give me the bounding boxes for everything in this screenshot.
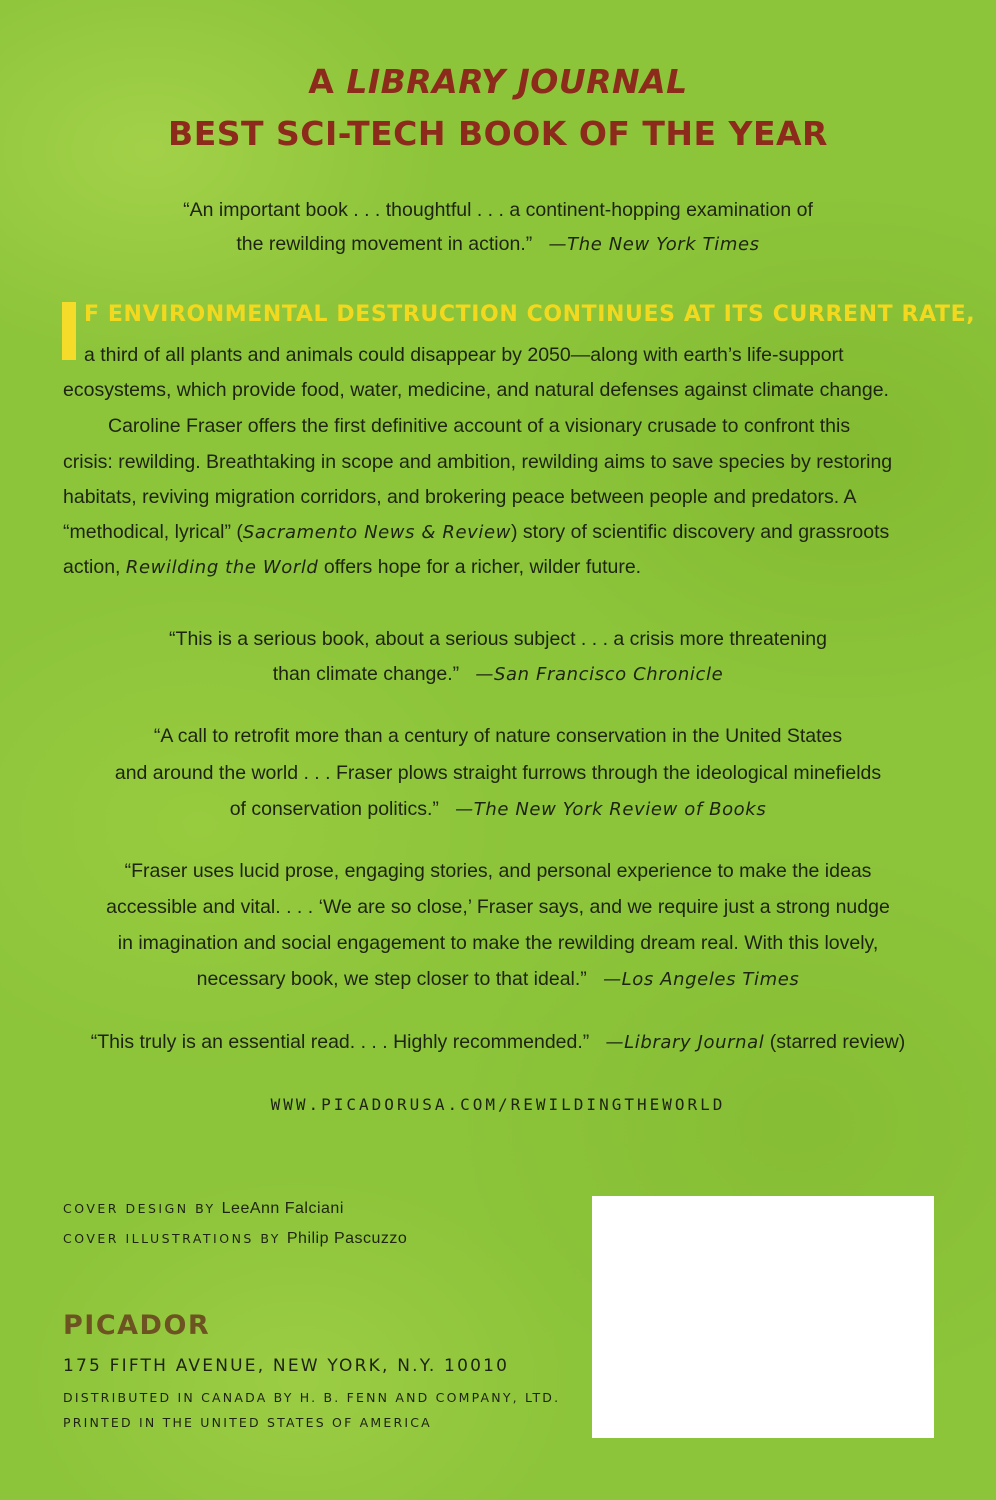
quote-nyrb-line-1: “A call to retrofit more than a century of nature conservation in the United States: [153, 725, 843, 747]
quote-lat-line-3: in imagination and social engagement to make the rewilding dream real. With this lovely,: [117, 932, 879, 954]
quote-nyrb-line-2: and around the world . . . Fraser plows straight furrows through the ideological minefields: [114, 762, 882, 784]
quote-lat-line-2: accessible and vital. . . . ‘We are so close,’ Fraser says, and we require just a strong nudge: [106, 896, 890, 918]
award-prefix: A: [308, 62, 347, 101]
quote-lj-suffix: (starred review): [764, 1031, 906, 1053]
description-p2-line-4-b: ) story of scientific discovery and grassroots: [511, 521, 890, 543]
quote-nyt-text: the rewilding movement in action.”: [236, 233, 533, 255]
publisher-address: 175 FIFTH AVENUE, NEW YORK, N.Y. 10010: [63, 1356, 510, 1376]
description-sacramento-title: Sacramento News & Review: [242, 522, 512, 543]
quote-nyt-line-1: “An important book . . . thoughtful . . . a continent-hopping examination of: [183, 199, 813, 221]
quote-sfc-line-1: “This is a serious book, about a serious subject . . . a crisis more threatening: [169, 628, 827, 650]
award-line-1: [0, 62, 996, 102]
cover-illustrations-name: Philip Pascuzzo: [286, 1230, 408, 1247]
description-p1-line-1: a third of all plants and animals could disappear by 2050—along with earth’s life-support: [84, 344, 844, 366]
quote-sfc-text: than climate change.”: [272, 663, 460, 685]
quote-lat-source: —Los Angeles Times: [603, 969, 800, 990]
publisher-name: PICADOR: [63, 1310, 211, 1341]
description-p2-line-5-b: offers hope for a richer, wilder future.: [318, 556, 642, 578]
quote-sfc-line-2: [0, 657, 996, 692]
description-p1-line-2: ecosystems, which provide food, water, medicine, and natural defenses against climate change.: [63, 379, 889, 401]
award-line-2: BEST SCI-TECH BOOK OF THE YEAR: [168, 114, 828, 153]
quote-sfc-source: —San Francisco Chronicle: [475, 664, 724, 685]
quote-nyrb-text: of conservation politics.”: [229, 798, 439, 820]
barcode-area: [592, 1196, 934, 1438]
quote-nyt-source: —The New York Times: [548, 234, 760, 255]
description-lead-line: [84, 302, 975, 327]
quote-lj-source: —Library Journal: [605, 1032, 765, 1053]
quote-lj-text: “This truly is an essential read. . . . Highly recommended.”: [90, 1031, 590, 1053]
description-p2-line-1: Caroline Fraser offers the first definitive account of a visionary crusade to confront this: [108, 415, 851, 437]
cover-illustrations-credit: [63, 1230, 407, 1248]
quote-lat-line-4: [0, 962, 996, 997]
cover-design-label: COVER DESIGN BY: [63, 1201, 216, 1216]
description-p2-line-3: habitats, reviving migration corridors, and brokering peace between people and predators. A: [63, 486, 857, 508]
description-p2-line-4: [63, 515, 889, 550]
quote-nyrb-line-3: [0, 792, 996, 827]
description-book-title: Rewilding the World: [125, 557, 319, 578]
cover-design-name: LeeAnn Falciani: [221, 1200, 344, 1217]
cover-design-credit: [63, 1200, 344, 1218]
website-url: WWW.PICADORUSA.COM/REWILDINGTHEWORLD: [270, 1095, 726, 1114]
quote-nyt-line-2: [0, 227, 996, 262]
quote-lat-line-1: “Fraser uses lucid prose, engaging stories, and personal experience to make the ideas: [124, 860, 872, 882]
award-journal-name: LIBRARY JOURNAL: [346, 62, 688, 101]
description-p2-line-5: [63, 550, 641, 585]
description-lead-text: F ENVIRONMENTAL DESTRUCTION CONTINUES AT ITS CURRENT RATE,: [84, 302, 976, 327]
cover-illustrations-label: COVER ILLUSTRATIONS BY: [63, 1231, 281, 1246]
distribution-note: DISTRIBUTED IN CANADA BY H. B. FENN AND COMPANY, LTD.: [63, 1390, 561, 1405]
quote-lat-text: necessary book, we step closer to that ideal.”: [196, 968, 587, 990]
description-p2-line-2: crisis: rewilding. Breathtaking in scope and ambition, rewilding aims to save species by restoring: [63, 451, 893, 473]
quote-nyrb-source: —The New York Review of Books: [455, 799, 767, 820]
description-p2-line-4-a: “methodical, lyrical” (: [63, 521, 243, 543]
printed-note: PRINTED IN THE UNITED STATES OF AMERICA: [63, 1415, 432, 1430]
description-p2-line-5-a: action,: [63, 556, 126, 578]
quote-lj-line: [0, 1025, 996, 1060]
